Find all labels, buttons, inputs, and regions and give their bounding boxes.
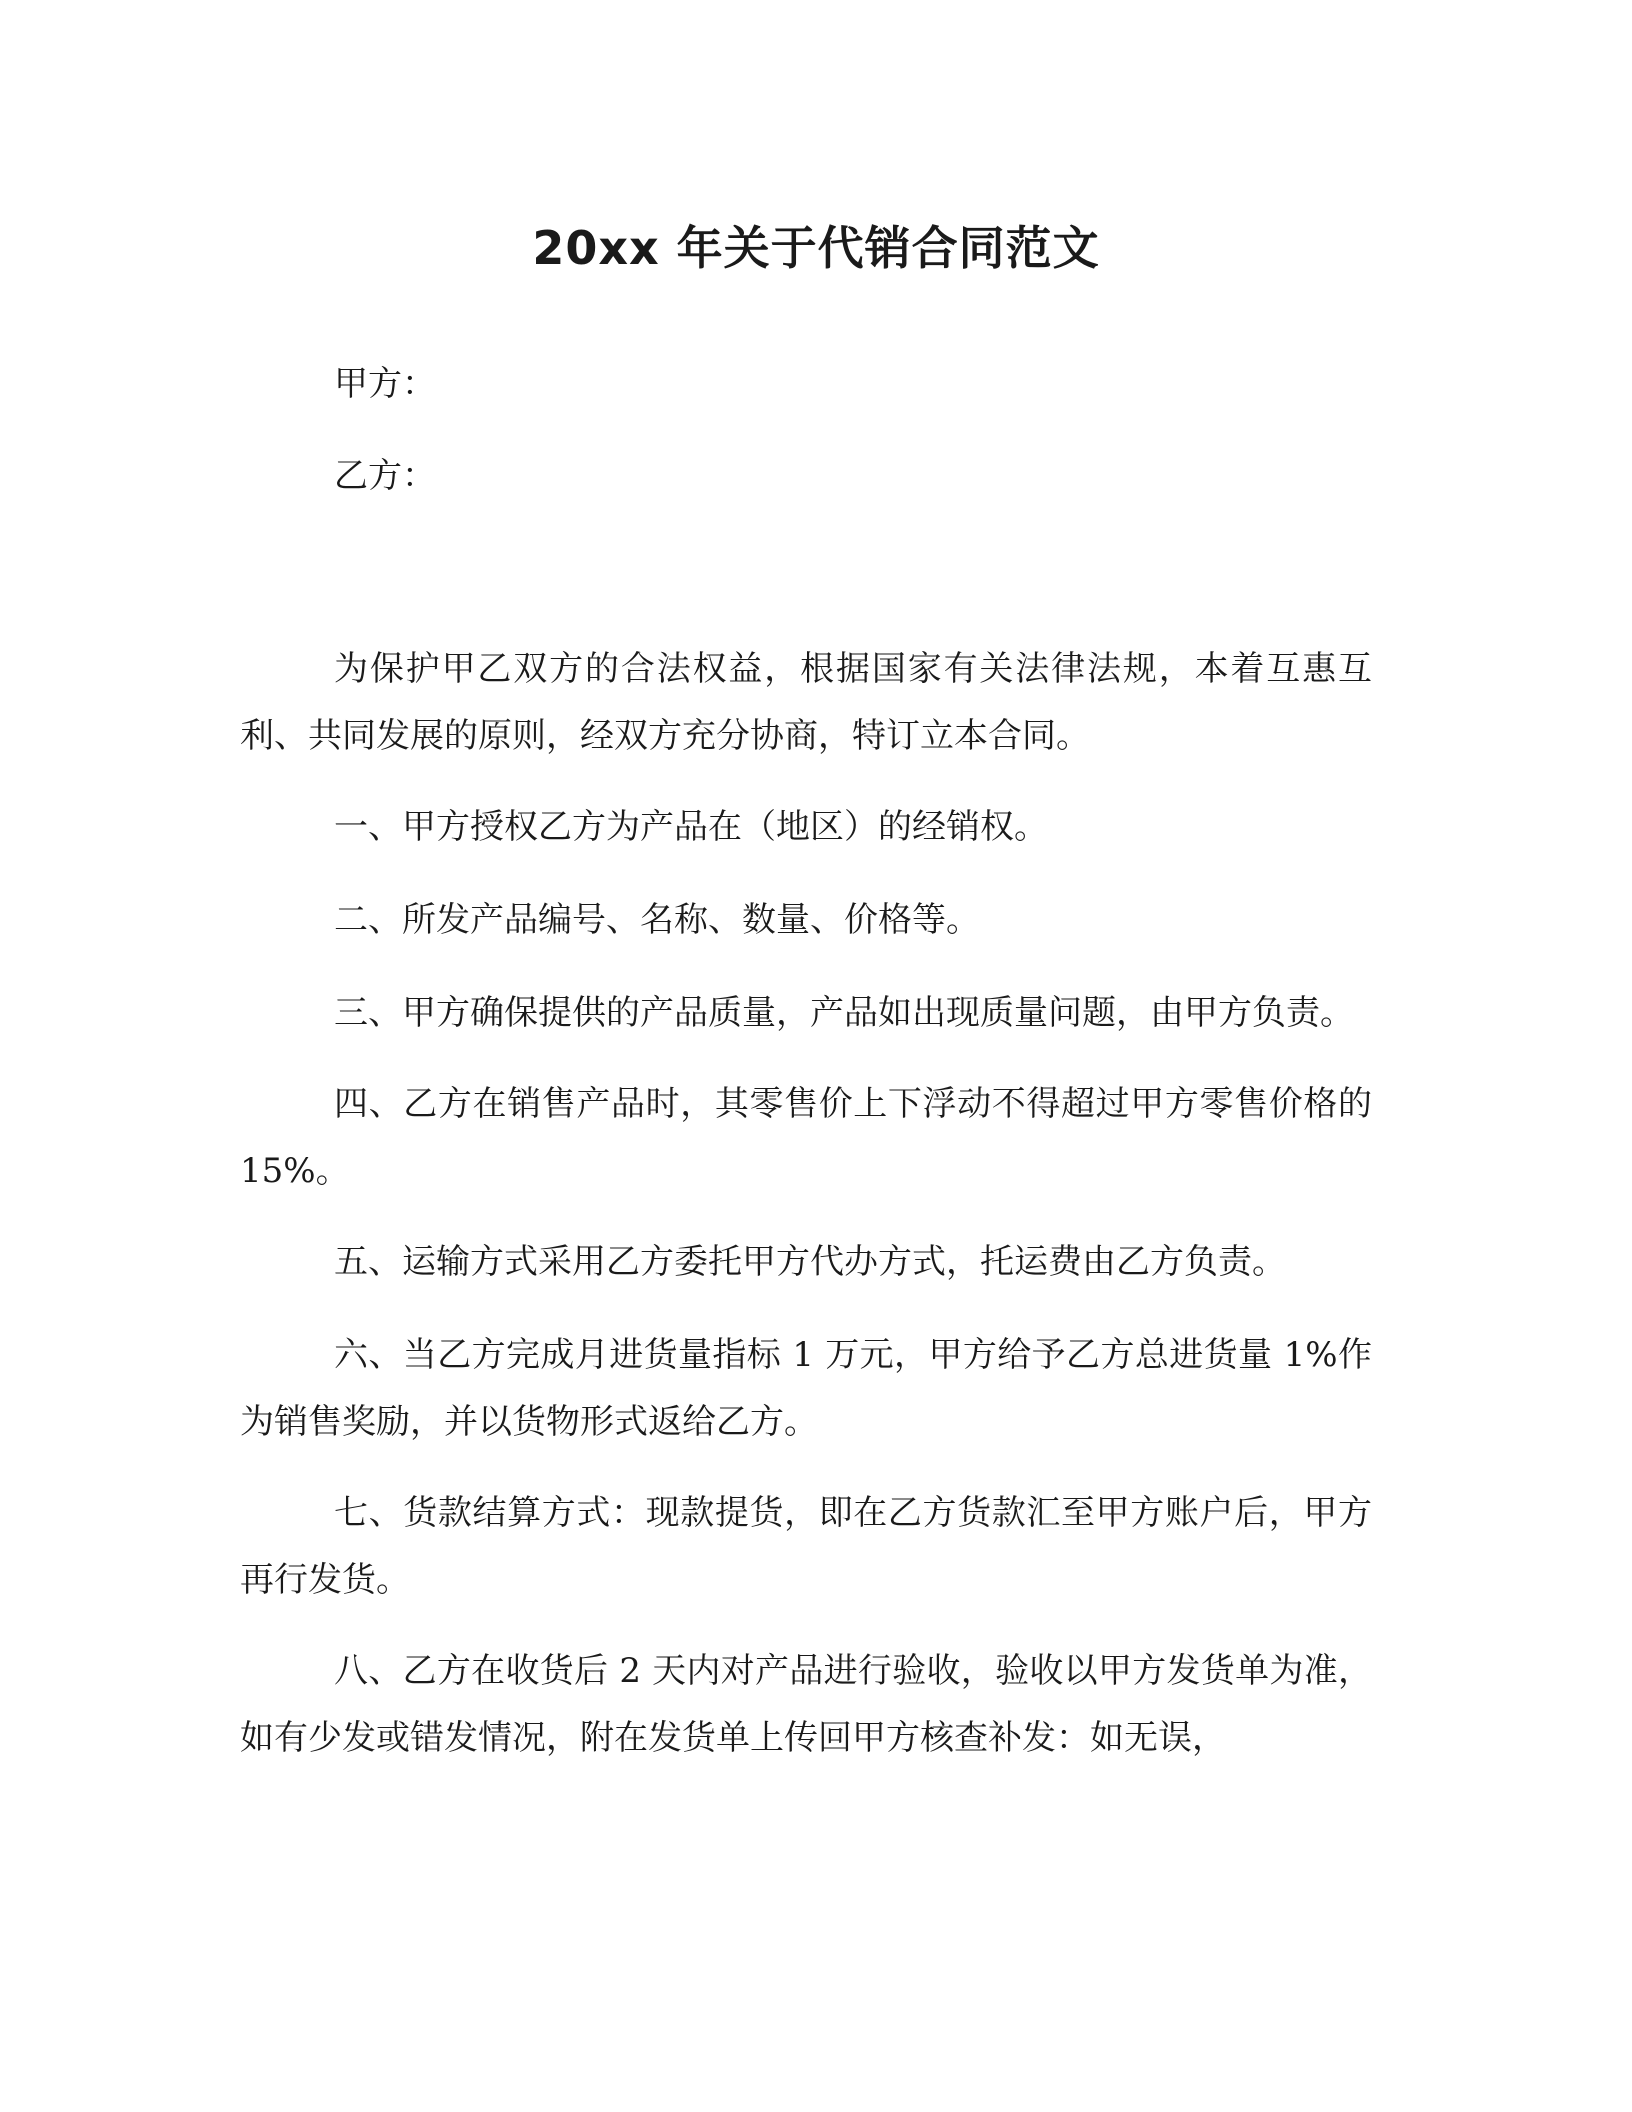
party-a-label: 甲方： <box>334 364 436 404</box>
clause-2: 二、所发产品编号、名称、数量、价格等。 <box>334 900 980 940</box>
clause-8: 八、乙方在收货后 2 天内对产品进行验收，验收以甲方发货单为准，如有少发或错发情况，附在发货单上传回甲方核查补发：如无误， <box>240 1651 1372 1758</box>
clause-3: 三、甲方确保提供的产品质量，产品如出现质量问题，由甲方负责。 <box>334 993 1354 1033</box>
party-b-label: 乙方： <box>334 456 436 496</box>
contract-body <box>240 636 1372 1796</box>
clause-1: 一、甲方授权乙方为产品在（地区）的经销权。 <box>334 807 1048 847</box>
clause-7: 七、货款结算方式：现款提货，即在乙方货款汇至甲方账户后，甲方再行发货。 <box>240 1493 1372 1600</box>
document-title: 20xx 年关于代销合同范文 <box>532 221 1100 275</box>
clause-6: 六、当乙方完成月进货量指标 1 万元，甲方给予乙方总进货量 1%作为销售奖励，并以货物形式返给乙方。 <box>240 1335 1372 1442</box>
clause-5: 五、运输方式采用乙方委托甲方代办方式，托运费由乙方负责。 <box>334 1242 1286 1282</box>
intro-paragraph: 为保护甲乙双方的合法权益，根据国家有关法律法规，本着互惠互利、共同发展的原则，经双方充分协商，特订立本合同。 <box>240 649 1372 756</box>
clause-4: 四、乙方在销售产品时，其零售价上下浮动不得超过甲方零售价格的 15%。 <box>240 1084 1372 1191</box>
